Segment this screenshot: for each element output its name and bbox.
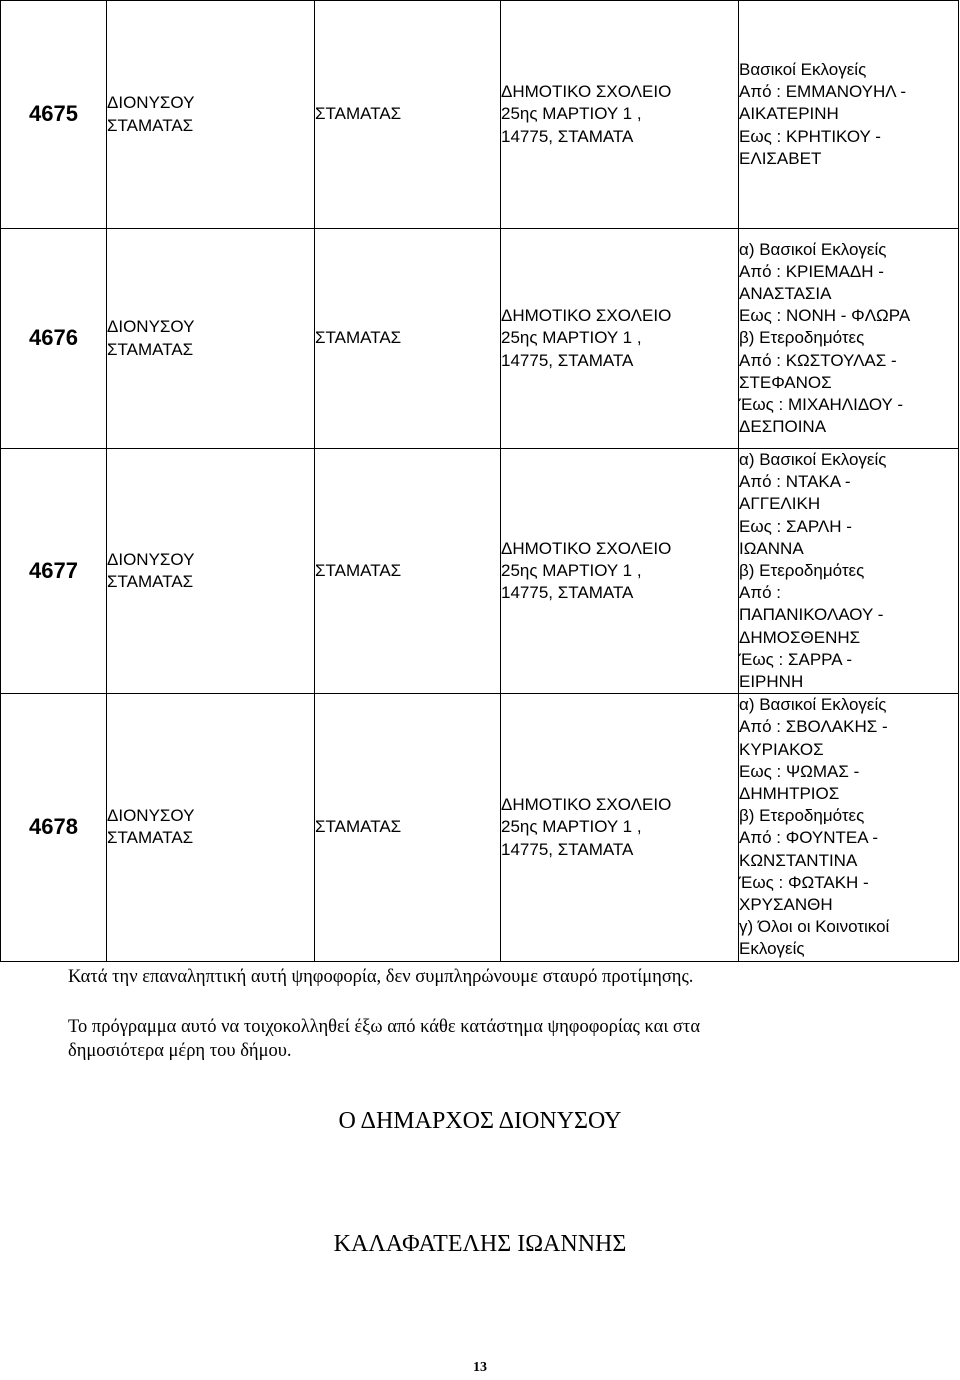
voters-line: ΔΗΜΗΤΡΙΟΣ xyxy=(739,784,840,804)
voters-line: β) Ετεροδημότες xyxy=(739,328,865,348)
voters-cell xyxy=(739,1,959,229)
venue-line: ΔΗΜΟΤΙΚΟ ΣΧΟΛΕΙΟ xyxy=(501,306,672,326)
venue-line: ΔΗΜΟΤΙΚΟ ΣΧΟΛΕΙΟ xyxy=(501,538,672,558)
municipality-line: ΔΙΟΝΥΣΟΥ xyxy=(107,93,195,113)
venue-cell xyxy=(501,694,739,961)
district-cell: ΣΤΑΜΑΤΑΣ xyxy=(315,1,501,229)
station-number: 4678 xyxy=(1,694,107,961)
voters-line: α) Βασικοί Εκλογείς xyxy=(739,239,887,259)
voters-line: Από : ΦΟΥΝΤΕΑ - xyxy=(739,828,879,848)
voters-line: ΑΓΓΕΛΙΚΗ xyxy=(739,494,821,514)
venue-cell xyxy=(501,229,739,449)
voters-line: Από : ΝΤΑΚΑ - xyxy=(739,472,851,492)
page-number: 13 xyxy=(473,1360,487,1375)
venue-line: 25ης ΜΑΡΤΙΟΥ 1 , xyxy=(501,328,642,348)
municipality-line: ΣΤΑΜΑΤΑΣ xyxy=(107,339,194,359)
venue-line: ΔΗΜΟΤΙΚΟ ΣΧΟΛΕΙΟ xyxy=(501,82,672,102)
posting-note-line-2: δημοσιότερα μέρη του δήμου. xyxy=(68,1041,292,1061)
voters-line: ΚΥΡΙΑΚΟΣ xyxy=(739,739,824,759)
voters-line: Εως : ΝΟΝΗ - ΦΛΩΡΑ xyxy=(739,306,911,326)
voters-line: ΔΗΜΟΣΘΕΝΗΣ xyxy=(739,627,861,647)
district-cell: ΣΤΑΜΑΤΑΣ xyxy=(315,449,501,694)
venue-line: ΔΗΜΟΤΙΚΟ ΣΧΟΛΕΙΟ xyxy=(501,795,672,815)
venue-cell xyxy=(501,1,739,229)
venue-line: 25ης ΜΑΡΤΙΟΥ 1 , xyxy=(501,817,642,837)
voters-line: ΠΑΠΑΝΙΚΟΛΑΟΥ - xyxy=(739,605,884,625)
voters-line: Έως : ΜΙΧΑΗΛΙΔΟΥ - xyxy=(739,395,903,414)
municipality-line: ΔΙΟΝΥΣΟΥ xyxy=(107,806,195,826)
municipality-line: ΔΙΟΝΥΣΟΥ xyxy=(107,317,195,337)
venue-line: 14775, ΣΤΑΜΑΤΑ xyxy=(501,350,634,370)
voters-line: Από : xyxy=(739,583,781,603)
voters-line: ΙΩΑΝΝΑ xyxy=(739,538,804,558)
mayor-title: Ο ΔΗΜΑΡΧΟΣ ΔΙΟΝΥΣΟΥ xyxy=(338,1108,622,1134)
voters-line: ΑΙΚΑΤΕΡΙΝΗ xyxy=(739,104,839,124)
voters-line: ΕΛΙΣΑΒΕΤ xyxy=(739,148,822,168)
station-number: 4677 xyxy=(1,449,107,694)
table-row xyxy=(1,694,959,961)
voters-line: ΔΕΣΠΟΙΝΑ xyxy=(739,417,827,437)
voters-cell xyxy=(739,694,959,961)
voters-line: Εως : ΚΡΗΤΙΚΟΥ - xyxy=(739,126,881,146)
voters-line: ΚΩΝΣΤΑΝΤΙΝΑ xyxy=(739,850,858,870)
voters-line: Από : ΚΩΣΤΟΥΛΑΣ - xyxy=(739,350,897,370)
municipality-cell xyxy=(107,1,315,229)
venue-line: 25ης ΜΑΡΤΙΟΥ 1 , xyxy=(501,104,642,124)
voters-line: Από : ΣΒΟΛΑΚΗΣ - xyxy=(739,717,888,737)
voters-line: α) Βασικοί Εκλογείς xyxy=(739,450,887,469)
venue-line: 25ης ΜΑΡΤΙΟΥ 1 , xyxy=(501,561,642,581)
voters-line: α) Βασικοί Εκλογείς xyxy=(739,695,887,715)
voters-line: ΕΙΡΗΝΗ xyxy=(739,672,804,692)
voters-line: Από : ΕΜΜΑΝΟΥΗΛ - xyxy=(739,82,907,102)
station-number: 4676 xyxy=(1,229,107,449)
voters-line: ΑΝΑΣΤΑΣΙΑ xyxy=(739,283,832,303)
voters-line: Εκλογείς xyxy=(739,939,805,959)
municipality-line: ΣΤΑΜΑΤΑΣ xyxy=(107,115,194,135)
voters-line: ΧΡΥΣΑΝΘΗ xyxy=(739,895,833,915)
municipality-line: ΣΤΑΜΑΤΑΣ xyxy=(107,572,194,592)
voters-line: γ) Όλοι οι Κοινοτικοί xyxy=(739,917,890,937)
venue-line: 14775, ΣΤΑΜΑΤΑ xyxy=(501,583,634,603)
mayor-name: ΚΑΛΑΦΑΤΕΛΗΣ ΙΩΑΝΝΗΣ xyxy=(333,1231,627,1257)
municipality-cell xyxy=(107,449,315,694)
venue-line: 14775, ΣΤΑΜΑΤΑ xyxy=(501,126,634,146)
voters-line: β) Ετεροδημότες xyxy=(739,561,865,581)
voters-cell xyxy=(739,229,959,449)
station-number: 4675 xyxy=(1,1,107,229)
municipality-line: ΣΤΑΜΑΤΑΣ xyxy=(107,828,194,848)
voters-line: Εως : ΣΑΡΛΗ - xyxy=(739,516,852,536)
district-cell: ΣΤΑΜΑΤΑΣ xyxy=(315,229,501,449)
venue-line: 14775, ΣΤΑΜΑΤΑ xyxy=(501,839,634,859)
table-row xyxy=(1,1,959,229)
voters-line: Εως : ΨΩΜΑΣ - xyxy=(739,761,860,781)
voters-line: β) Ετεροδημότες xyxy=(739,806,865,826)
voters-line: Βασικοί Εκλογείς xyxy=(739,59,867,79)
municipality-cell xyxy=(107,229,315,449)
venue-cell xyxy=(501,449,739,694)
voters-cell xyxy=(739,449,959,694)
municipality-cell xyxy=(107,694,315,961)
table-row xyxy=(1,229,959,449)
voters-line: Από : ΚΡΙΕΜΑΔΗ - xyxy=(739,261,884,281)
posting-note-line-1: Το πρόγραμμα αυτό να τοιχοκολληθεί έξω από κάθε κατάστημα ψηφοφορίας και στα xyxy=(68,1017,701,1037)
runoff-note: Κατά την επαναληπτική αυτή ψηφοφορία, δεν συμπληρώνουμε σταυρό προτίμησης. xyxy=(68,967,694,987)
voters-line: ΣΤΕΦΑΝΟΣ xyxy=(739,372,832,392)
voters-line: Έως : ΣΑΡΡΑ - xyxy=(739,649,853,669)
municipality-line: ΔΙΟΝΥΣΟΥ xyxy=(107,549,195,569)
table-row xyxy=(1,449,959,694)
voters-line: Έως : ΦΩΤΑΚΗ - xyxy=(739,872,869,892)
district-cell: ΣΤΑΜΑΤΑΣ xyxy=(315,694,501,961)
